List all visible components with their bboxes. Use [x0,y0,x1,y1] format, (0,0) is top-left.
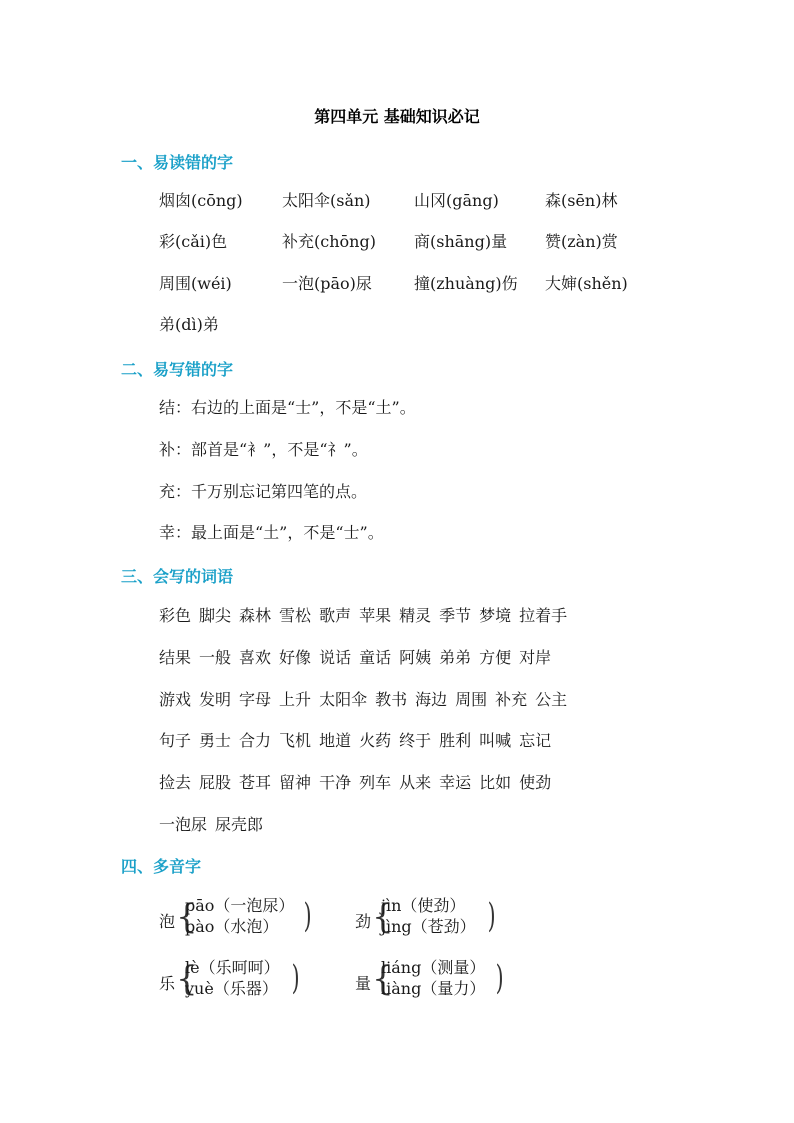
read-wrong-item: 太阳伞(sǎn) [282,191,371,210]
polyphone-reading: yuè（乐器） [185,979,278,998]
word: 脚尖 [199,606,232,625]
word: 海边 [415,690,448,709]
word-row [159,647,559,669]
polyphone-char: 泡 [159,912,176,931]
word: 好像 [279,648,312,667]
word: 太阳伞 [319,690,368,709]
polyphone-char: 量 [355,974,372,993]
page-title: 第四单元 基础知识必记 [314,107,480,126]
read-wrong-item: 赞(zàn)赏 [545,232,618,251]
word-row [159,730,559,752]
word: 使劲 [519,773,552,792]
word: 字母 [239,690,272,709]
word: 彩色 [159,606,192,625]
word: 飞机 [279,731,312,750]
word: 补充 [495,690,528,709]
word: 苍耳 [239,773,272,792]
word: 屁股 [199,773,232,792]
word: 苹果 [359,606,392,625]
word-row [159,689,575,711]
word: 森林 [239,606,272,625]
word: 干净 [319,773,352,792]
right-paren-icon: ) [303,896,312,936]
polyphone-reading: jìn（使劲） [381,896,466,915]
polyphone-reading: pào（水泡） [185,917,279,936]
word: 精灵 [399,606,432,625]
write-wrong-line: 补：部首是“衤”，不是“礻”。 [159,440,368,459]
word: 从来 [399,773,432,792]
word: 勇士 [199,731,232,750]
word: 终于 [399,731,432,750]
polyphone-reading: liáng（测量） [381,958,486,977]
word: 一般 [199,648,232,667]
word: 忘记 [519,731,552,750]
read-wrong-item: 撞(zhuàng)伤 [414,274,518,293]
word: 结果 [159,648,192,667]
word: 喜欢 [239,648,272,667]
word: 句子 [159,731,192,750]
read-wrong-item: 补充(chōng) [282,232,376,251]
word: 幸运 [439,773,472,792]
polyphone-char: 乐 [159,974,176,993]
word: 公主 [535,690,568,709]
write-wrong-line: 结：右边的上面是“士”，不是“土”。 [159,398,416,417]
word: 弟弟 [439,648,472,667]
word: 季节 [439,606,472,625]
read-wrong-item: 山冈(gāng) [414,191,499,210]
word: 上升 [279,690,312,709]
word: 说话 [319,648,352,667]
polyphone-reading: pāo（一泡尿） [185,896,295,915]
word: 对岸 [519,648,552,667]
word: 地道 [319,731,352,750]
word: 拉着手 [519,606,568,625]
word-row [159,605,575,627]
word: 胜利 [439,731,472,750]
read-wrong-item: 周围(wéi) [159,274,232,293]
word: 比如 [479,773,512,792]
word: 雪松 [279,606,312,625]
read-wrong-item: 烟囱(cōng) [159,191,243,210]
word: 阿姨 [399,648,432,667]
word: 发明 [199,690,232,709]
word: 捡去 [159,773,192,792]
word: 游戏 [159,690,192,709]
word: 列车 [359,773,392,792]
word: 一泡尿 [159,815,208,834]
section-heading-read-wrong: 一、易读错的字 [121,153,234,172]
left-brace-icon: { [176,897,198,937]
word: 教书 [375,690,408,709]
left-brace-icon: { [372,897,394,937]
write-wrong-line: 充：千万别忘记第四笔的点。 [159,482,368,501]
word: 童话 [359,648,392,667]
read-wrong-item: 大婶(shěn) [545,274,628,293]
right-paren-icon: ) [487,896,496,936]
section-heading-words: 三、会写的词语 [121,567,234,586]
right-paren-icon: ) [291,958,300,998]
word-row [159,814,271,836]
left-brace-icon: { [372,959,394,999]
left-brace-icon: { [176,959,198,999]
polyphone-reading: jìng（苍劲） [381,917,476,936]
read-wrong-item: 彩(cǎi)色 [159,232,228,251]
polyphone-reading: lè（乐呵呵） [185,958,280,977]
write-wrong-line: 幸：最上面是“土”，不是“士”。 [159,523,384,542]
word: 尿壳郎 [215,815,264,834]
word: 梦境 [479,606,512,625]
word: 方便 [479,648,512,667]
word: 叫喊 [479,731,512,750]
word: 周围 [455,690,488,709]
word: 留神 [279,773,312,792]
word: 合力 [239,731,272,750]
section-heading-write-wrong: 二、易写错的字 [121,360,234,379]
word: 歌声 [319,606,352,625]
read-wrong-item: 一泡(pāo)尿 [282,274,372,293]
read-wrong-item: 森(sēn)林 [545,191,618,210]
read-wrong-item: 商(shāng)量 [414,232,508,251]
polyphone-reading: liàng（量力） [381,979,486,998]
read-wrong-item: 弟(dì)弟 [159,315,219,334]
right-paren-icon: ) [495,958,504,998]
polyphone-char: 劲 [355,912,372,931]
section-heading-polyphones: 四、多音字 [121,857,202,876]
word-row [159,772,559,794]
word: 火药 [359,731,392,750]
